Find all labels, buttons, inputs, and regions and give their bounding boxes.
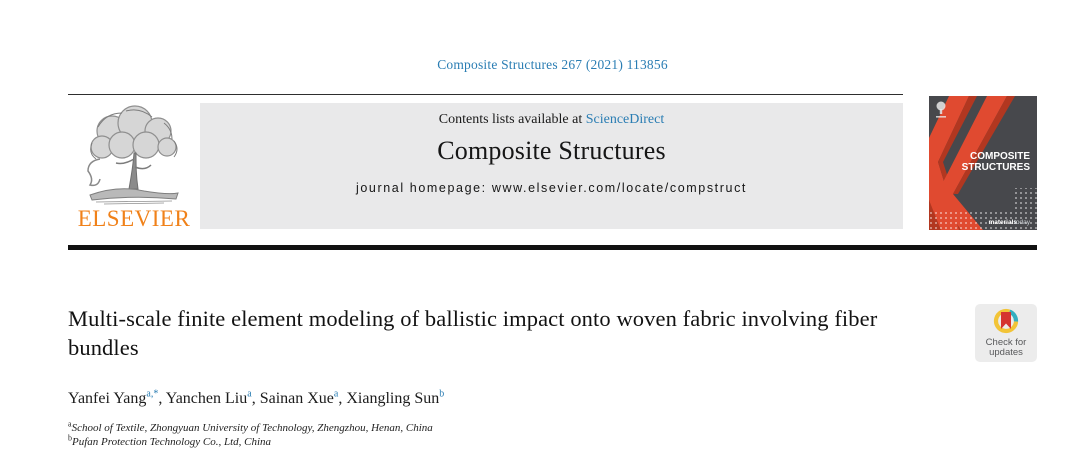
article-title: Multi-scale finite element modeling of ballistic impact onto woven fabric involving fiber bundles: [68, 306, 878, 360]
journal-header: [68, 94, 1037, 235]
badge-label-line1: Check for: [985, 337, 1027, 348]
journal-homepage-line: [200, 181, 903, 195]
author-separator: ,: [158, 390, 166, 407]
author-name: Yanfei Yang: [68, 390, 147, 407]
elsevier-tree-icon: [78, 105, 190, 205]
affiliation-marker: b: [68, 432, 72, 442]
elsevier-wordmark: ELSEVIER: [77, 206, 191, 231]
crossmark-icon: [975, 304, 1037, 362]
homepage-url-link[interactable]: www.elsevier.com/locate/compstruct: [491, 181, 747, 195]
homepage-label: journal homepage:: [356, 181, 492, 195]
check-for-updates-badge[interactable]: [975, 304, 1037, 367]
affiliation-list: [68, 419, 1037, 449]
badge-label-line2: updates: [989, 347, 1023, 358]
affiliation-text: School of Textile, Zhongyuan University of Technology, Zhengzhou, Henan, China: [71, 422, 433, 434]
author-separator: ,: [338, 390, 347, 407]
author-separator: ,: [251, 390, 260, 407]
author-name: Xiangling Sun: [346, 390, 440, 407]
materialstoday-logo-light: today: [1014, 219, 1030, 226]
elsevier-logo: [68, 103, 200, 235]
contents-lists-text: Contents lists available at: [438, 112, 586, 127]
journal-cover-image: [929, 96, 1037, 230]
journal-citation-link[interactable]: Composite Structures 267 (2021) 113856: [437, 57, 668, 72]
cover-title-line1: COMPOSITE: [969, 151, 1030, 162]
author-affiliation-link[interactable]: a: [247, 388, 252, 400]
sciencedirect-link[interactable]: ScienceDirect: [585, 112, 665, 127]
affiliation-text: Pufan Protection Technology Co., Ltd, China: [72, 435, 272, 448]
journal-title: Composite Structures: [437, 136, 666, 165]
affiliation-marker: a: [68, 419, 72, 429]
author-affiliation-link[interactable]: b: [439, 388, 445, 400]
journal-cover-thumbnail[interactable]: [929, 96, 1037, 235]
author-list: [68, 390, 1037, 408]
author-affiliation-link[interactable]: a,*: [146, 388, 159, 400]
affiliation-b: [68, 432, 1037, 450]
materialstoday-logo-bold: materials: [988, 219, 1017, 226]
contents-lists-line: [200, 112, 903, 128]
cover-title-line2: STRUCTURES: [961, 162, 1030, 173]
tree-trunk: [129, 153, 138, 189]
journal-banner: [200, 103, 903, 229]
header-divider-rule: [68, 245, 1037, 250]
journal-header-main: [68, 94, 903, 235]
author-name: Yanchen Liu: [165, 390, 248, 407]
author-affiliation-link[interactable]: a: [333, 388, 339, 400]
affiliation-a: [68, 419, 1037, 436]
article-title-row: [68, 304, 1037, 367]
author-name: Sainan Xue: [259, 390, 334, 407]
